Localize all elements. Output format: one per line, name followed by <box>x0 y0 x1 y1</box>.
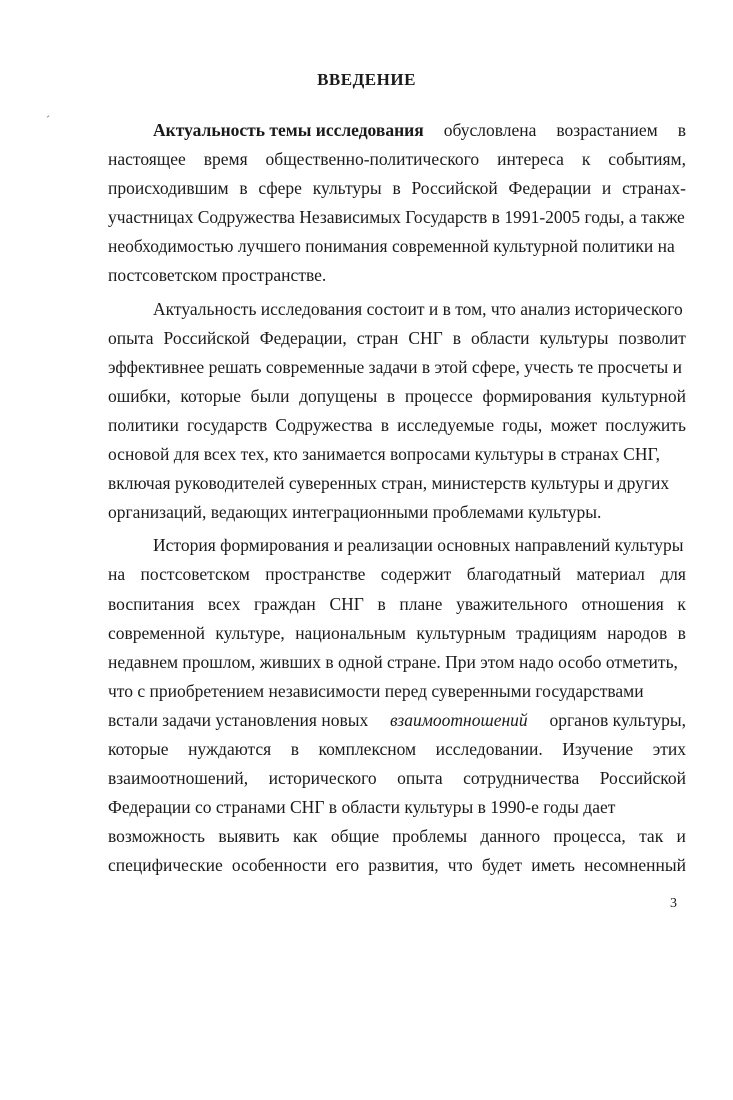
word: народов <box>607 622 668 643</box>
word: культуре, <box>215 622 285 643</box>
word: в <box>377 593 386 614</box>
word: и <box>601 178 612 199</box>
word: общественно-политического <box>265 149 480 170</box>
italic-term: взаимоотношений <box>390 709 528 730</box>
word: опыта <box>108 327 154 348</box>
word: настоящее <box>108 149 186 170</box>
word: культуры <box>539 327 609 348</box>
word: культурным <box>416 622 506 643</box>
text-line: недавнем прошлом, живших в одной стране. При этом надо особо отметить, <box>108 651 678 672</box>
text-line: включая руководителей суверенных стран, министерств культуры и других <box>108 473 670 494</box>
text-line <box>108 382 686 411</box>
word: возрастанием <box>556 120 658 140</box>
word: Российской <box>163 327 250 348</box>
word: исследуемые <box>397 414 495 435</box>
word: всех <box>207 593 241 614</box>
word: в <box>380 414 389 435</box>
word: странах- <box>622 178 686 199</box>
text-line: Федерации со странами СНГ в области культуры в 1990-е годы дает <box>108 797 616 818</box>
body-text <box>108 116 686 880</box>
word: плане <box>399 593 443 614</box>
word: государств <box>187 414 268 435</box>
text-line <box>108 851 686 880</box>
word: в <box>239 178 248 199</box>
text-line <box>108 735 686 764</box>
word: данного <box>480 826 541 847</box>
word: политики <box>108 414 179 435</box>
text-line <box>108 706 686 735</box>
word: время <box>203 149 248 170</box>
text-segment: органов культуры, <box>549 709 686 730</box>
word: уважительного <box>456 593 568 614</box>
text-line <box>108 145 686 174</box>
text-line <box>108 411 686 440</box>
word: его <box>335 855 360 876</box>
word: благодатный <box>466 564 562 585</box>
word: как <box>292 826 318 847</box>
word: выявить <box>218 826 280 847</box>
text-line <box>108 822 686 851</box>
word: иметь <box>531 855 576 876</box>
text-line: История формирования и реализации основных направлений культуры <box>153 535 684 556</box>
word: что <box>447 855 473 876</box>
word: пространстве <box>265 564 366 585</box>
word: исторического <box>268 768 377 789</box>
word: годы, <box>502 414 543 435</box>
word: позволит <box>618 327 686 348</box>
word: ошибки, <box>108 385 171 406</box>
word: взаимоотношений, <box>108 768 249 789</box>
text-line <box>108 764 686 793</box>
word: сфере <box>258 178 302 199</box>
word: которые <box>108 738 169 759</box>
word: в <box>452 327 462 348</box>
word: воспитания <box>108 593 195 614</box>
word: национальным <box>295 622 406 643</box>
margin-mark: ˊ <box>46 113 50 127</box>
word: культуры <box>312 178 382 199</box>
text-line <box>108 590 686 619</box>
bold-phrase: Актуальность темы исследования <box>153 120 424 140</box>
word: комплексном <box>318 738 417 759</box>
word: постсоветском <box>140 564 250 585</box>
word: так <box>639 826 664 847</box>
word: Федерации <box>508 178 592 199</box>
word: традициям <box>516 622 597 643</box>
word: несомненный <box>584 855 686 876</box>
word: процессе <box>404 385 473 406</box>
word: культурной <box>601 385 686 406</box>
word: возможность <box>108 826 205 847</box>
text-line <box>108 116 686 145</box>
word: формирования <box>482 385 592 406</box>
word: сотрудничества <box>463 768 580 789</box>
text-line: постсоветском пространстве. <box>108 265 327 286</box>
text-line: эффективнее решать современные задачи в этой сфере, учесть те просчеты и <box>108 356 683 377</box>
text-line <box>108 174 686 203</box>
word: в <box>677 622 686 643</box>
word: Изучение <box>562 738 634 759</box>
word: в <box>392 178 401 199</box>
word: материал <box>576 564 645 585</box>
word: СНГ <box>329 593 364 614</box>
text-line: необходимостью лучшего понимания современной культурной политики на <box>108 236 675 257</box>
text-segment: встали задачи установления новых <box>108 709 369 730</box>
word: Федерации, <box>259 327 347 348</box>
word: Содружества <box>275 414 373 435</box>
word: интереса <box>497 149 564 170</box>
text-line: участницах Содружества Независимых Государств в 1991-2005 годы, а также <box>108 207 685 228</box>
word: отношения <box>581 593 664 614</box>
word: особенности <box>231 855 327 876</box>
word: происходившим <box>108 178 229 199</box>
page-number: 3 <box>670 896 677 911</box>
word: СНГ <box>408 327 443 348</box>
word: будет <box>481 855 523 876</box>
text-line: Актуальность исследования состоит и в том, что анализ исторического <box>153 298 683 319</box>
word: Российской <box>599 768 686 789</box>
word: событиям, <box>608 149 686 170</box>
word: содержит <box>380 564 452 585</box>
word: процесса, <box>553 826 626 847</box>
word: допущены <box>299 385 378 406</box>
word: в <box>290 738 299 759</box>
page-title: ВВЕДЕНИЕ <box>317 70 416 89</box>
word: исследовании. <box>435 738 543 759</box>
text-line: организаций, ведающих интеграционными проблемами культуры. <box>108 502 602 523</box>
word: к <box>677 593 686 614</box>
word: в <box>677 120 686 140</box>
word: послужить <box>605 414 686 435</box>
word: современной <box>108 622 205 643</box>
text-line <box>108 324 686 353</box>
word: обусловлена <box>443 120 537 140</box>
word: стран <box>356 327 399 348</box>
word: и <box>676 826 686 847</box>
text-line <box>108 560 686 589</box>
word: к <box>581 149 591 170</box>
word: были <box>250 385 290 406</box>
text-line: основой для всех тех, кто занимается вопросами культуры в странах СНГ, <box>108 444 660 465</box>
word: общие <box>330 826 380 847</box>
word: для <box>660 564 686 585</box>
word: которые <box>180 385 241 406</box>
word: может <box>550 414 598 435</box>
word: опыта <box>397 768 443 789</box>
word: Российской <box>411 178 498 199</box>
text-line <box>108 619 686 648</box>
word: развития, <box>368 855 439 876</box>
word: области <box>471 327 530 348</box>
word: граждан <box>253 593 316 614</box>
text-line: что с приобретением независимости перед суверенными государствами <box>108 680 644 701</box>
word: этих <box>652 738 686 759</box>
word: на <box>108 564 126 585</box>
word: нуждаются <box>188 738 272 759</box>
word: проблемы <box>392 826 468 847</box>
word: специфические <box>108 855 223 876</box>
word: в <box>386 385 396 406</box>
